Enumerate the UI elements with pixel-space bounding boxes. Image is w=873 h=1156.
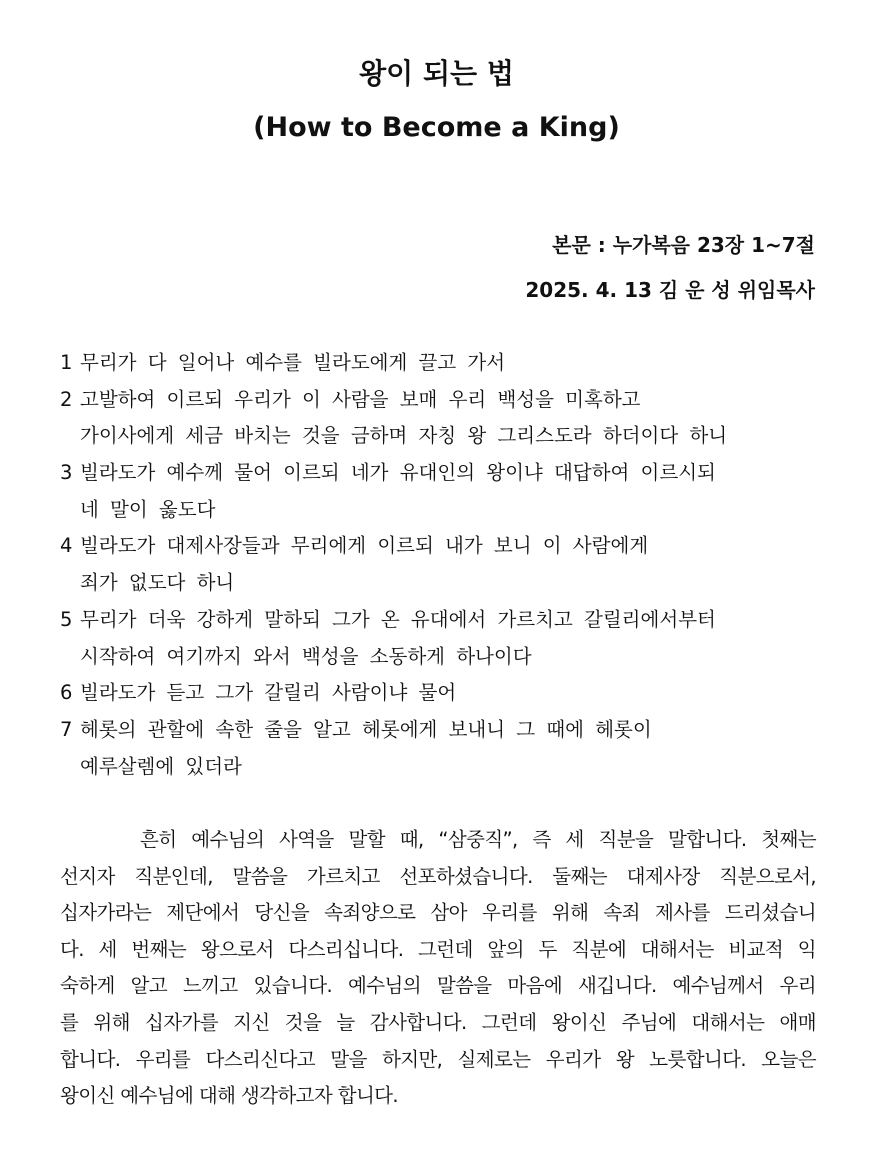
sermon-line: 십자가라는 제단에서 당신을 속죄양으로 삼아 우리를 위해 속죄 제사를 드리셨습니 <box>60 901 816 925</box>
sermon-line: 왕이신 예수님에 대해 생각하고자 합니다. <box>60 1084 399 1108</box>
scripture-passage: 본문 : 누가복음 23장 1~7절 <box>552 233 815 257</box>
verse-text: 시작하여 여기까지 와서 백성을 소동하게 하나이다 <box>80 644 532 668</box>
verse-line <box>60 712 820 749</box>
verse-text: 무리가 다 일어나 예수를 빌라도에게 끌고 가서 <box>80 351 506 374</box>
sermon-paragraph <box>60 822 816 1115</box>
verse-line <box>60 528 820 565</box>
verse-number: 7 <box>60 717 73 741</box>
verse-line-continued <box>60 418 820 455</box>
page-subtitle: (How to Become a King) <box>253 112 620 143</box>
scripture-verses <box>60 345 820 785</box>
verse-text: 헤롯의 관할에 속한 줄을 알고 헤롯에게 보내니 그 때에 헤롯이 <box>80 717 652 741</box>
verse-text: 무리가 더욱 강하게 말하되 그가 온 유대에서 가르치고 갈릴리에서부터 <box>80 607 716 631</box>
verse-line <box>60 345 820 382</box>
verse-text: 고발하여 이르되 우리가 이 사람을 보매 우리 백성을 미혹하고 <box>80 387 641 411</box>
sermon-line: 흔히 예수님의 사역을 말할 때, “삼중직”, 즉 세 직분을 말합니다. 첫째는 <box>140 828 816 851</box>
verse-number: 5 <box>60 607 73 631</box>
verse-line <box>60 382 820 419</box>
verse-number: 3 <box>60 461 73 485</box>
verse-text: 예루살렘에 있더라 <box>80 754 242 778</box>
verse-text: 가이사에게 세금 바치는 것을 금하며 자칭 왕 그리스도라 하더이다 하니 <box>80 424 728 448</box>
verse-line <box>60 675 820 712</box>
verse-line-continued <box>60 749 820 786</box>
verse-number: 1 <box>60 351 73 374</box>
sermon-line: 합니다. 우리를 다스리신다고 말을 하지만, 실제로는 우리가 왕 노릇합니다. 오늘은 <box>60 1047 816 1071</box>
date-author: 2025. 4. 13 김 운 성 위임목사 <box>525 278 815 302</box>
page-title: 왕이 되는 법 <box>359 57 514 90</box>
verse-text: 빌라도가 대제사장들과 무리에게 이르되 내가 보니 이 사람에게 <box>80 534 649 558</box>
verse-line <box>60 455 820 492</box>
sermon-line: 를 위해 십자가를 지신 것을 늘 감사합니다. 그런데 왕이신 주님에 대해서는 애매 <box>60 1010 816 1034</box>
verse-text: 죄가 없도다 하니 <box>80 571 235 595</box>
sermon-line: 선지자 직분인데, 말씀을 가르치고 선포하셨습니다. 둘째는 대제사장 직분으로서, <box>60 864 816 888</box>
verse-text: 네 말이 옳도다 <box>80 497 216 521</box>
verse-text: 빌라도가 예수께 물어 이르되 네가 유대인의 왕이냐 대답하여 이르시되 <box>80 461 716 485</box>
verse-number: 4 <box>60 534 73 558</box>
sermon-line: 숙하게 알고 느끼고 있습니다. 예수님의 말씀을 마음에 새깁니다. 예수님께서 우리 <box>60 974 816 998</box>
sermon-line: 다. 세 번째는 왕으로서 다스리십니다. 그런데 앞의 두 직분에 대해서는 비교적 익 <box>60 937 816 961</box>
verse-number: 6 <box>60 681 73 705</box>
verse-line-continued <box>60 492 820 529</box>
verse-number: 2 <box>60 387 73 411</box>
verse-text: 빌라도가 듣고 그가 갈릴리 사람이냐 물어 <box>80 681 457 705</box>
verse-line <box>60 602 820 639</box>
verse-line-continued <box>60 565 820 602</box>
verse-line-continued <box>60 639 820 676</box>
